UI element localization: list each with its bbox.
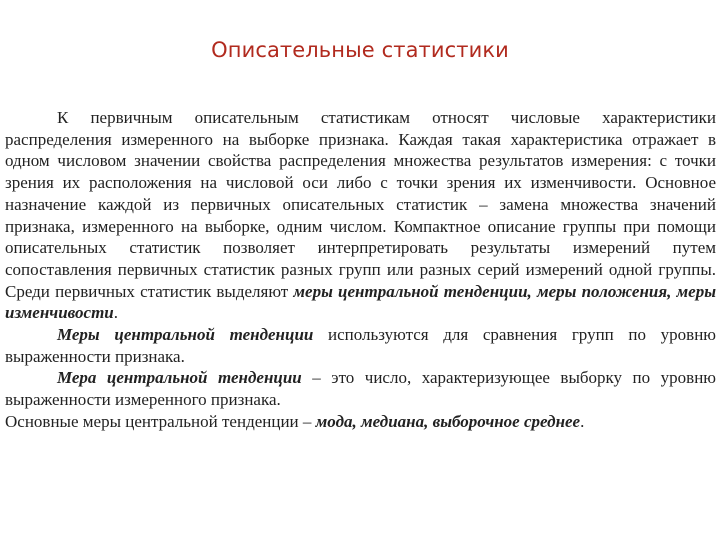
paragraph-text: используются для сравнения групп по уровню выраженности признака.: [5, 325, 717, 366]
paragraph-central-tendency-use: [5, 324, 716, 367]
paragraph-intro: [5, 107, 716, 324]
emphasis-list: мода, медиана, выборочное среднее: [315, 411, 581, 431]
paragraph-text: – это число, характеризующее выборку по уровню выраженности измеренного признака.: [5, 368, 716, 410]
paragraph-central-tendency-definition: [5, 367, 716, 410]
paragraph-main-measures: [5, 411, 716, 433]
slide-body: [5, 107, 716, 433]
paragraph-text: Основные меры центральной тенденции –: [5, 411, 316, 431]
emphasis-term: Меры центральной тенденции: [57, 325, 314, 345]
emphasis-measures: меры центральной тенденции, меры положения, меры изменчивости: [5, 281, 716, 323]
slide-title: Описательные статистики: [211, 38, 509, 62]
paragraph-tail: .: [113, 303, 119, 323]
emphasis-term: Мера центральной тенденции: [57, 368, 302, 388]
paragraph-tail: .: [580, 411, 585, 431]
paragraph-text: К первичным описательным статистикам относят числовые характеристики распределения измеренного на выборке признака. Каждая такая характеристика отражает в одном числовом значении свойства распределения множества результатов измерения: с точки зрения их расположения на числовой оси либо с точки зрения их изменчивости. Основное назначение каждой из первичных описательных статистик – замена множества значений признака, измеренного на выборке, одним числом. Компактное описание группы при помощи описательных статистик позволяет интерпретировать результаты измерений путем сопоставления первичных статистик разных групп или разных серий измерений одной группы. Среди первичных статистик выделяют: [5, 108, 716, 301]
